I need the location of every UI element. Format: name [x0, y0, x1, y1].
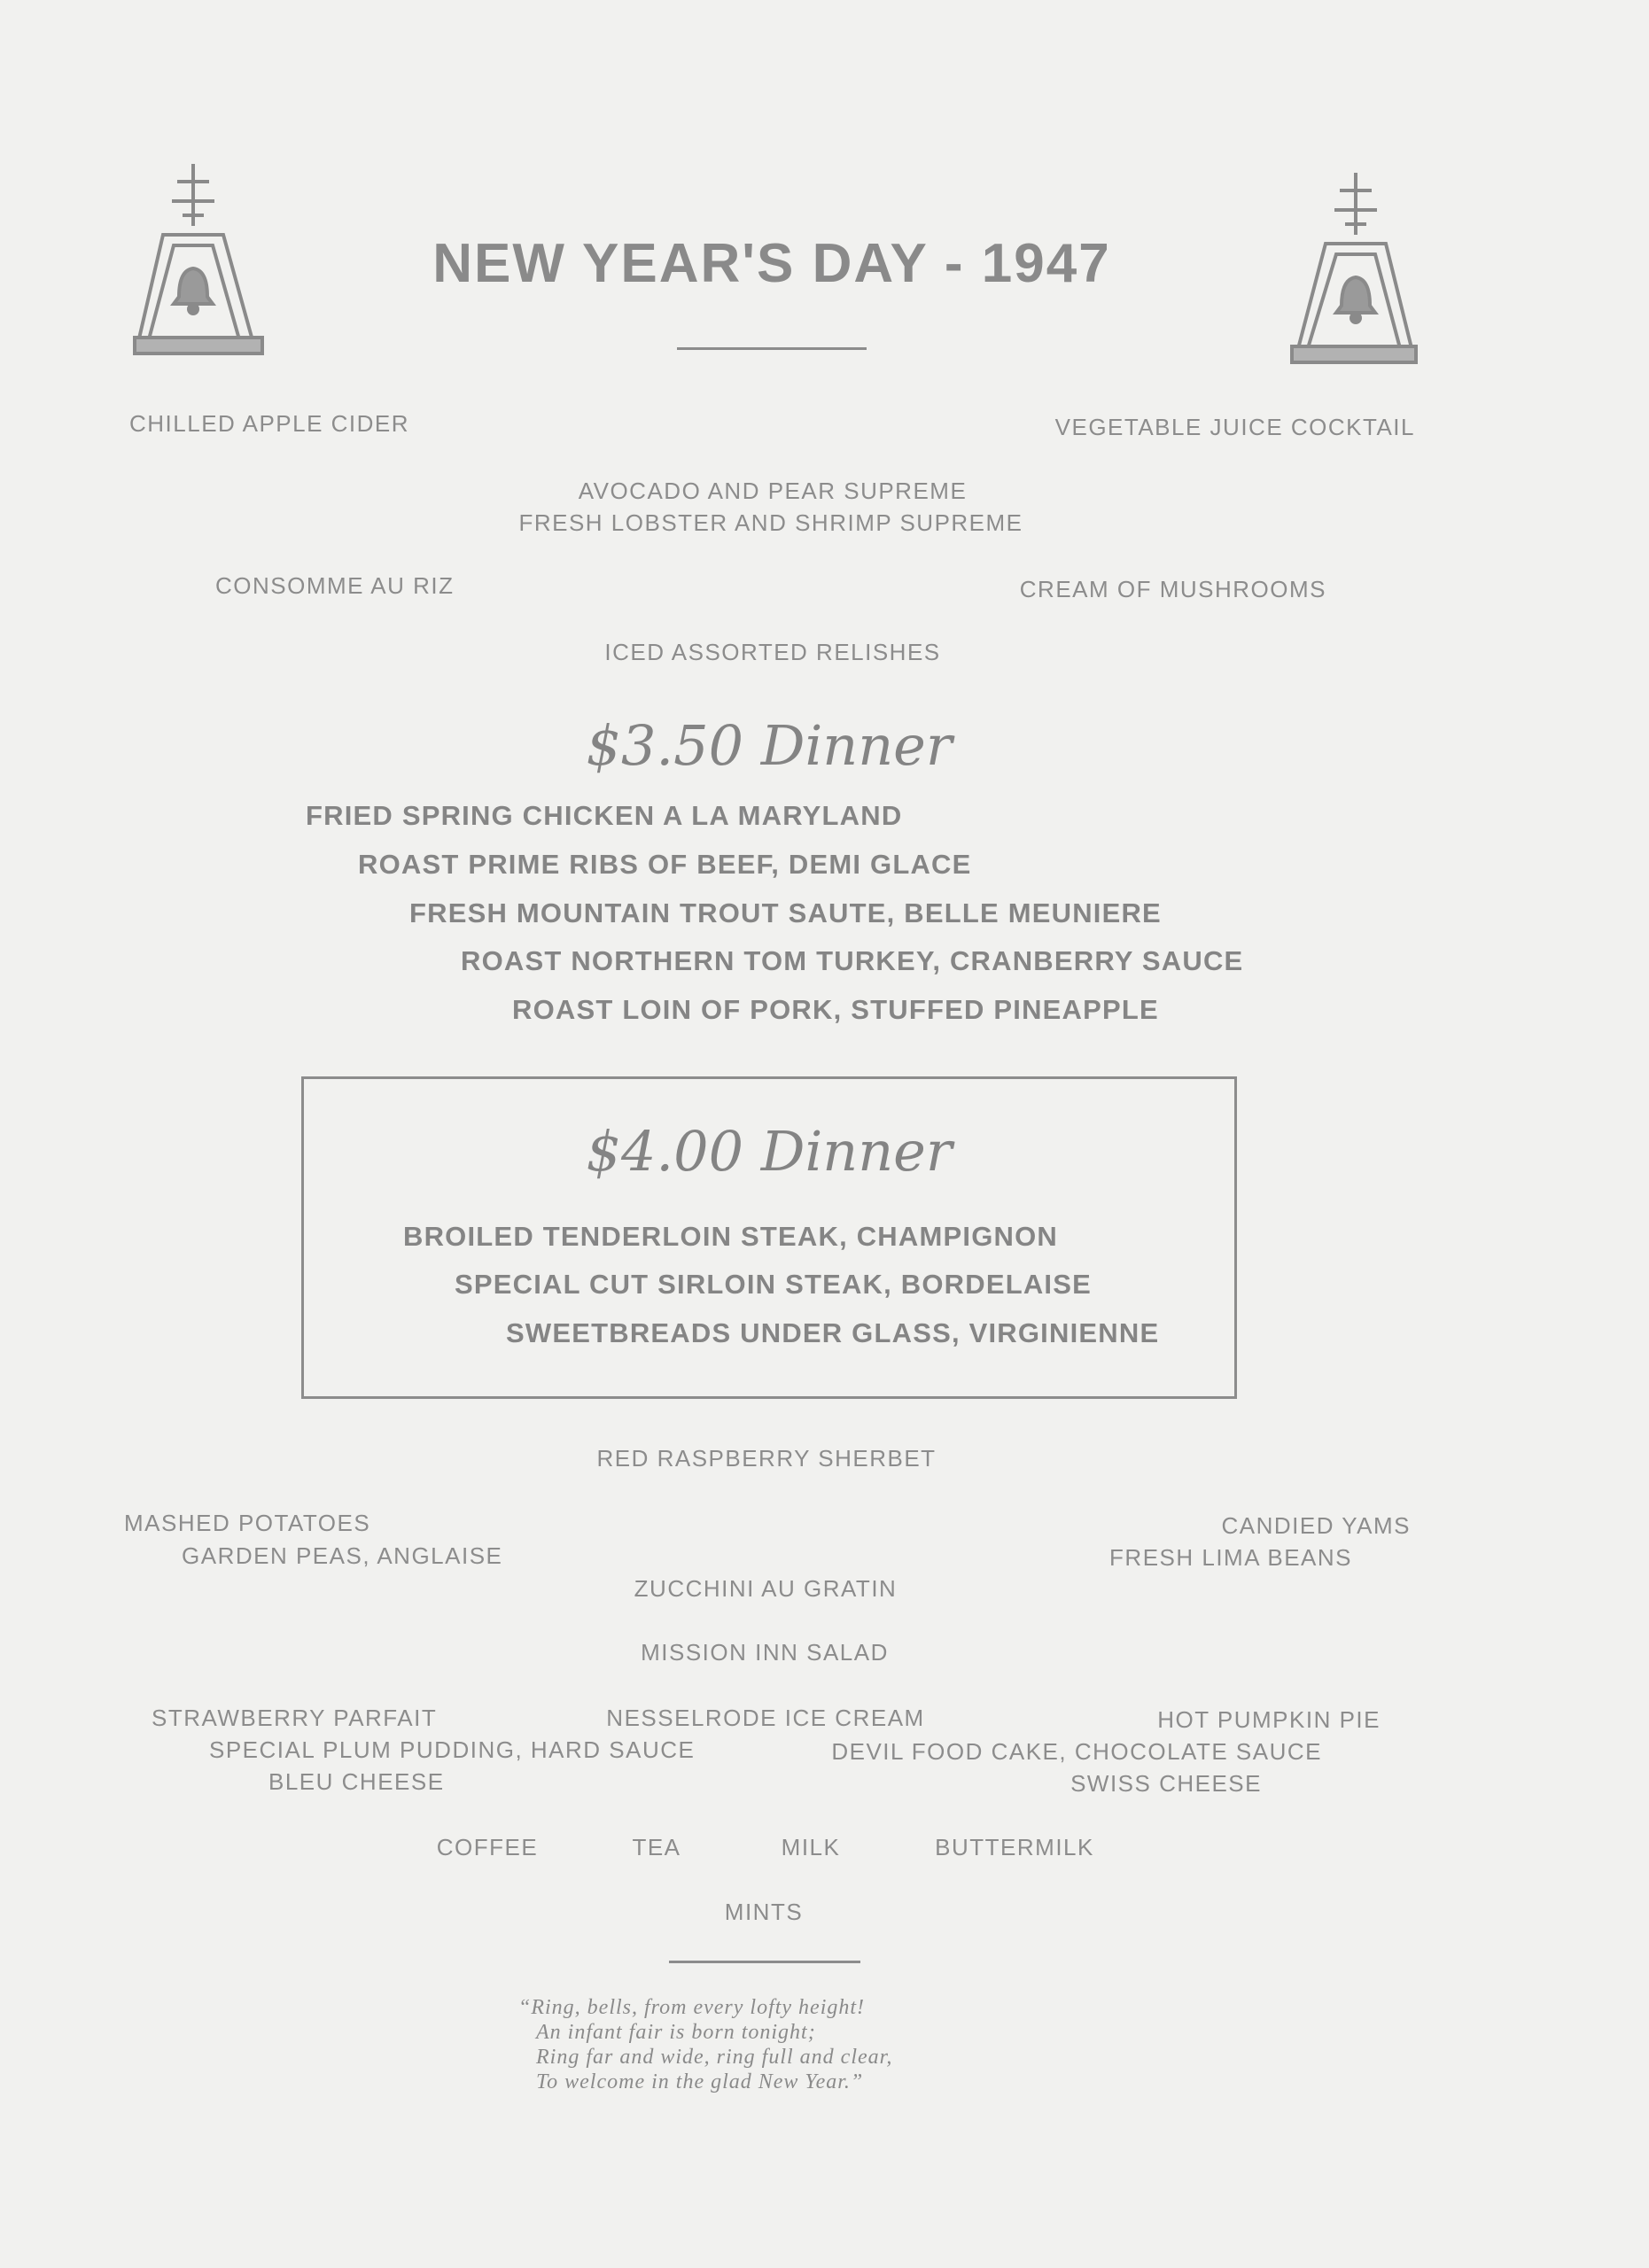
dinner-350-item: ROAST PRIME RIBS OF BEEF, DEMI GLACE [358, 849, 972, 880]
soup-right: CREAM OF MUSHROOMS [1019, 576, 1326, 602]
mints: MINTS [724, 1899, 804, 1925]
closing-poem [518, 1995, 892, 2094]
dessert-left-1: STRAWBERRY PARFAIT [152, 1705, 438, 1731]
dessert-center: NESSELRODE ICE CREAM [606, 1705, 925, 1731]
dessert-right-3: SWISS CHEESE [1070, 1770, 1262, 1797]
footer-divider [669, 1961, 860, 1963]
poem-line: “Ring, bells, from every lofty height! [518, 1996, 866, 2019]
dessert-right-2: DEVIL FOOD CAKE, CHOCOLATE SAUCE [831, 1738, 1322, 1765]
beverage: TEA [632, 1834, 681, 1860]
dinner-400-item: SWEETBREADS UNDER GLASS, VIRGINIENNE [506, 1317, 1160, 1348]
salad: MISSION INN SALAD [641, 1639, 889, 1666]
vegetable-right-1: CANDIED YAMS [1221, 1512, 1411, 1539]
dinner-350-item: FRESH MOUNTAIN TROUT SAUTE, BELLE MEUNIERE [409, 897, 1162, 928]
dinner-350-item: FRIED SPRING CHICKEN A LA MARYLAND [306, 800, 903, 831]
beverage: COFFEE [436, 1834, 539, 1860]
vegetable-center: ZUCCHINI AU GRATIN [634, 1575, 898, 1602]
soup-left: CONSOMME AU RIZ [215, 572, 455, 599]
poem-line: Ring far and wide, ring full and clear, [536, 2046, 893, 2069]
bell-tower-emblem-right [1285, 173, 1420, 368]
dessert-right-1: HOT PUMPKIN PIE [1157, 1706, 1381, 1733]
beverage: BUTTERMILK [935, 1834, 1094, 1860]
vegetable-left-1: MASHED POTATOES [124, 1510, 371, 1536]
dinner-350-item: ROAST NORTHERN TOM TURKEY, CRANBERRY SAUCE [461, 945, 1244, 976]
dessert-left-3: BLEU CHEESE [268, 1768, 445, 1795]
bell-tower-emblem-left [131, 164, 266, 359]
dinner-400-item: BROILED TENDERLOIN STEAK, CHAMPIGNON [403, 1221, 1058, 1252]
appetizer-center-1: AVOCADO AND PEAR SUPREME [578, 478, 968, 504]
beverage: MILK [781, 1834, 841, 1860]
relishes: ICED ASSORTED RELISHES [604, 639, 941, 665]
appetizer-right: VEGETABLE JUICE COCKTAIL [1054, 414, 1415, 440]
dinner-400-item: SPECIAL CUT SIRLOIN STEAK, BORDELAISE [455, 1269, 1092, 1300]
vegetable-left-2: GARDEN PEAS, ANGLAISE [182, 1542, 503, 1569]
vegetable-right-2: FRESH LIMA BEANS [1109, 1544, 1352, 1571]
dinner-350-heading: $3.50 Dinner [586, 713, 953, 778]
title-divider [677, 347, 867, 350]
poem-line: An infant fair is born tonight; [536, 2021, 816, 2044]
appetizer-left: CHILLED APPLE CIDER [129, 410, 410, 437]
dessert-left-2: SPECIAL PLUM PUDDING, HARD SAUCE [209, 1736, 696, 1763]
dinner-350-item: ROAST LOIN OF PORK, STUFFED PINEAPPLE [512, 994, 1159, 1025]
page-title: NEW YEAR'S DAY - 1947 [432, 233, 1111, 294]
sherbet: RED RASPBERRY SHERBET [596, 1445, 937, 1472]
dinner-400-heading: $4.00 Dinner [586, 1119, 953, 1184]
poem-line: To welcome in the glad New Year.” [536, 2070, 864, 2093]
appetizer-center-2: FRESH LOBSTER AND SHRIMP SUPREME [518, 509, 1023, 536]
